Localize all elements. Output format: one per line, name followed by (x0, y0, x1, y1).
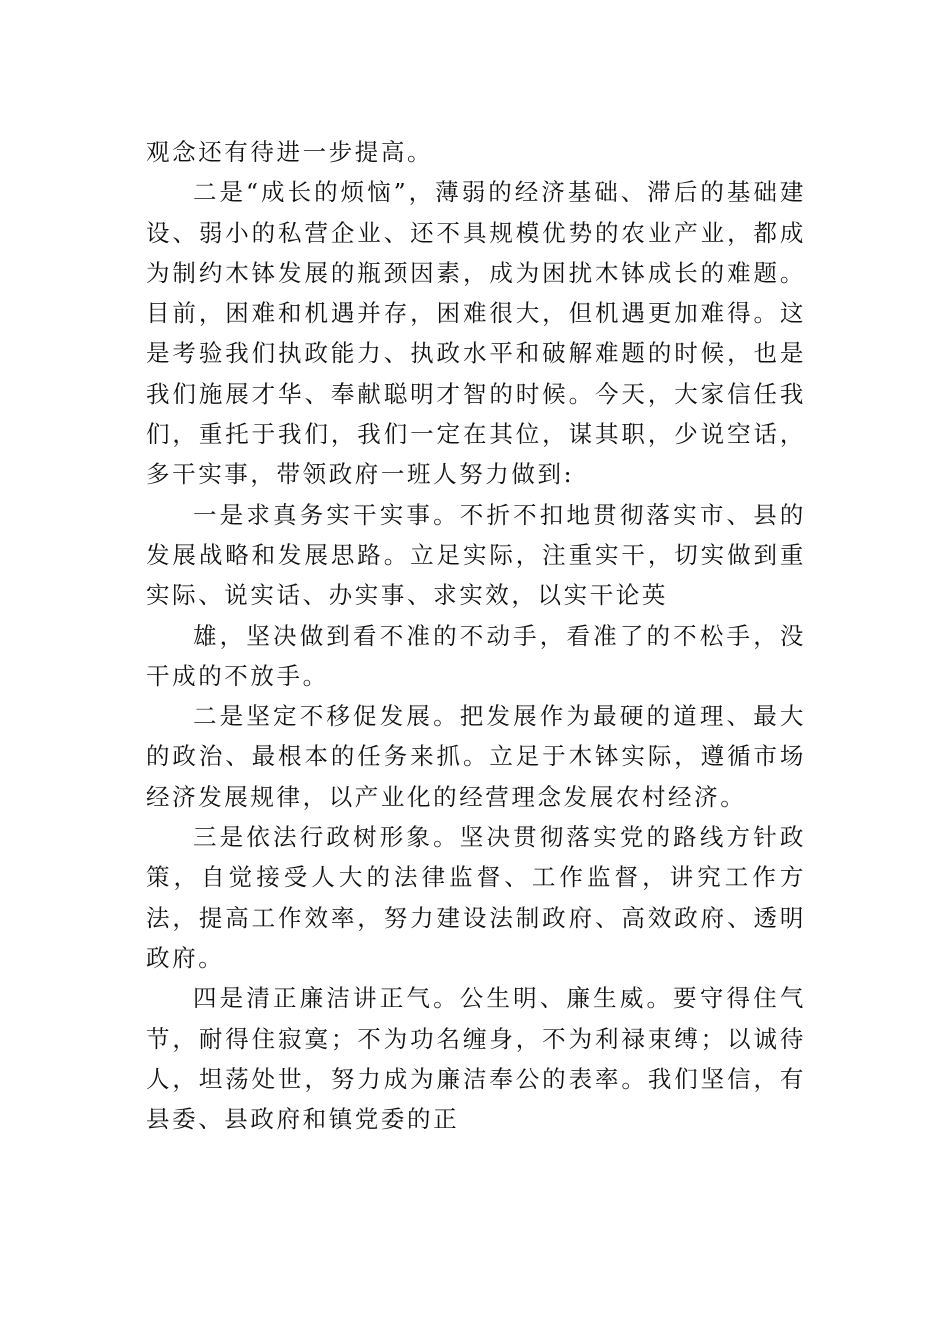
paragraph-5: 二是坚定不移促发展。把发展作为最硬的道理、最大的政治、最根本的任务来抓。立足于木钵实际，遵循市场经济发展规律，以产业化的经营理念发展农村经济。 (146, 702, 806, 811)
paragraph-7: 四是清正廉洁讲正气。公生明、廉生威。要守得住气节，耐得住寂寞；不为功名缠身，不为利禄束缚；以诚待人，坦荡处世，努力成为廉洁奉公的表率。我们坚信，有县委、县政府和镇党委的正 (146, 984, 806, 1134)
paragraph-6: 三是依法行政树形象。坚决贯彻落实党的路线方针政策，自觉接受人大的法律监督、工作监督，讲究工作方法，提高工作效率，努力建设法制政府、高效政府、透明政府。 (146, 823, 806, 972)
paragraph-1: 观念还有待进一步提高。 (146, 138, 434, 166)
document-body (146, 132, 806, 1139)
paragraph-4: 雄，坚决做到看不准的不动手，看准了的不松手，没干成的不放手。 (146, 621, 806, 690)
paragraph-3: 一是求真务实干实事。不折不扣地贯彻落实市、县的发展战略和发展思路。立足实际，注重实干，切实做到重实际、说实话、办实事、求实效，以实干论英 (146, 500, 806, 610)
paragraph-2: 二是“成长的烦恼”，薄弱的经济基础、滞后的基础建设、弱小的私营企业、还不具规模优势的农业产业，都成为制约木钵发展的瓶颈因素，成为困扰木钵成长的难题。目前，困难和机遇并存，困难很大，但机遇更加难得。这是考验我们执政能力、执政水平和破解难题的时候，也是我们施展才华、奉献聪明才智的时候。今天，大家信任我们，重托于我们，我们一定在其位，谋其职，少说空话，多干实事，带领政府一班人努力做到: (146, 178, 806, 489)
